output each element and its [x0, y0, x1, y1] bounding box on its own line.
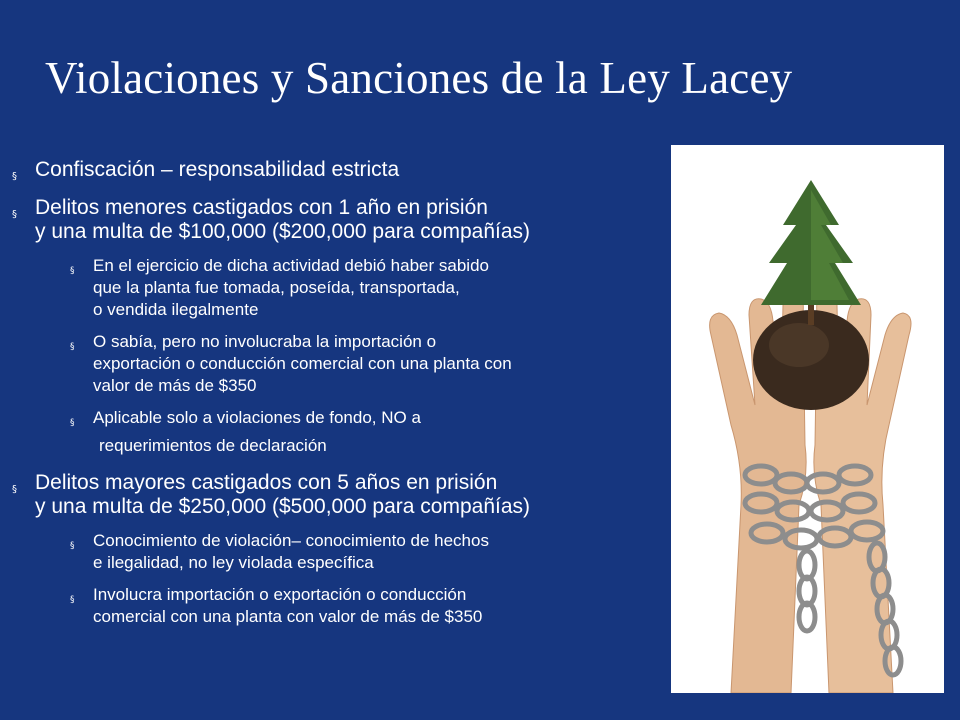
sub-bullet-text: Conocimiento de violación– conocimiento de hechos	[93, 531, 489, 550]
sub-bullet-marker: §	[70, 266, 75, 276]
sub-bullet	[70, 530, 672, 574]
sub-bullet-text: O sabía, pero no involucraba la importación o	[93, 332, 437, 351]
illustration	[671, 145, 944, 693]
sub-bullet-text: valor de más de $350	[93, 376, 257, 395]
bullet-marker: §	[12, 209, 17, 220]
bullet-text: Confiscación – responsabilidad estricta	[35, 158, 400, 181]
sub-bullet-marker: §	[70, 342, 75, 352]
bullet-list	[12, 158, 672, 642]
bullet-delitos-menores	[12, 196, 672, 457]
sub-bullet-text: e ilegalidad, no ley violada específica	[93, 553, 374, 572]
sub-bullet-continuation: requerimientos de declaración	[99, 436, 327, 455]
sub-bullet-marker: §	[70, 418, 75, 428]
bullet-confiscacion	[12, 158, 672, 182]
slide-title: Violaciones y Sanciones de la Ley Lacey	[45, 53, 793, 103]
sub-bullet-marker: §	[70, 541, 75, 551]
sub-bullet-text: que la planta fue tomada, poseída, transportada,	[93, 278, 460, 297]
sub-bullet-text: En el ejercicio de dicha actividad debió haber sabido	[93, 256, 489, 275]
bullet-text: Delitos menores castigados con 1 año en prisión	[35, 196, 488, 219]
sub-bullet-text: exportación o conducción comercial con una planta con	[93, 354, 512, 373]
bullet-text: y una multa de $100,000 ($200,000 para compañías)	[35, 220, 531, 243]
bullet-delitos-mayores	[12, 471, 672, 628]
sub-bullet	[70, 331, 672, 397]
sub-bullet-text: o vendida ilegalmente	[93, 300, 259, 319]
bullet-text: y una multa de $250,000 ($500,000 para compañías)	[35, 495, 531, 518]
sub-bullet-marker: §	[70, 595, 75, 605]
sub-bullet-text: comercial con una planta con valor de más de $350	[93, 607, 483, 626]
bullet-text: Delitos mayores castigados con 5 años en prisión	[35, 471, 498, 494]
sub-bullet	[70, 407, 672, 457]
bullet-marker: §	[12, 171, 17, 182]
chained-hands-holding-sapling-image	[671, 145, 944, 693]
sub-bullet	[70, 255, 672, 321]
bullet-marker: §	[12, 484, 17, 495]
sub-bullet-list	[35, 530, 672, 628]
sub-bullet-text: Aplicable solo a violaciones de fondo, NO a	[93, 408, 421, 427]
sub-bullet-text: Involucra importación o exportación o conducción	[93, 585, 467, 604]
sub-bullet-list	[35, 255, 672, 457]
sub-bullet	[70, 584, 672, 628]
